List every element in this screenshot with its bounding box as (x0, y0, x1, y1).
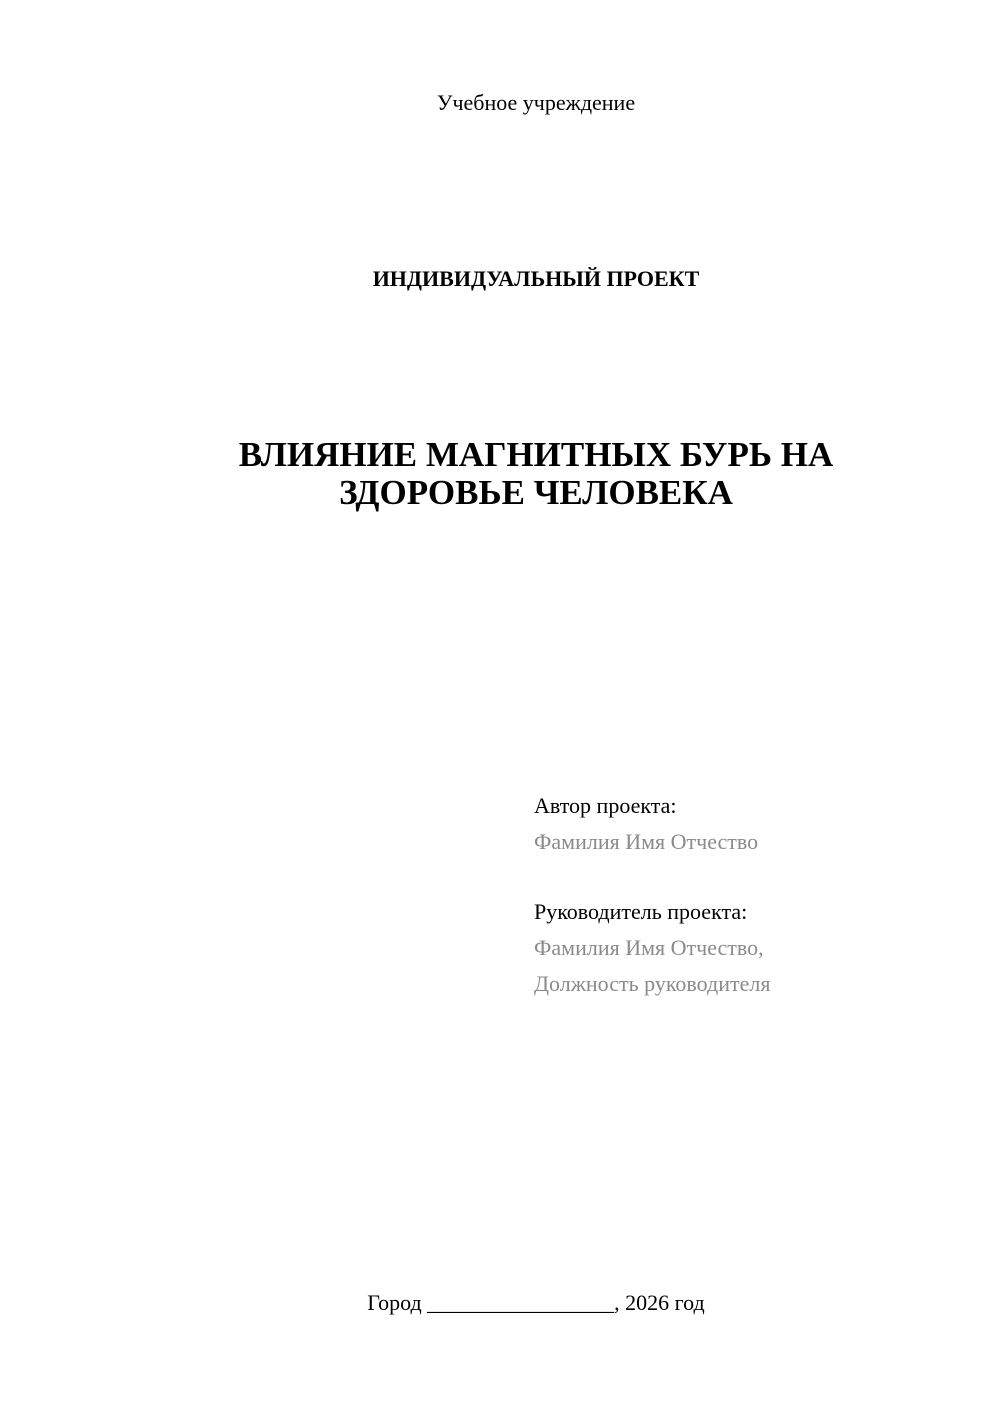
supervisor-name: Фамилия Имя Отчество, (534, 935, 764, 960)
city-year-footer: Город _________________, 2026 год (367, 1290, 705, 1315)
project-type-heading: ИНДИВИДУАЛЬНЫЙ ПРОЕКТ (372, 266, 700, 291)
project-credits (534, 788, 770, 1002)
credits-spacer (534, 860, 770, 894)
project-title (36, 436, 1000, 512)
author-name: Фамилия Имя Отчество (534, 829, 759, 854)
supervisor-position: Должность руководителя (534, 971, 771, 996)
author-label: Автор проекта: (534, 793, 677, 818)
project-title-line-2: ЗДОРОВЬЕ ЧЕЛОВЕКА (339, 473, 733, 512)
institution-name: Учебное учреждение (436, 90, 636, 115)
supervisor-label: Руководитель проекта: (534, 899, 748, 924)
project-title-line-1: ВЛИЯНИЕ МАГНИТНЫХ БУРЬ НА (238, 435, 834, 474)
